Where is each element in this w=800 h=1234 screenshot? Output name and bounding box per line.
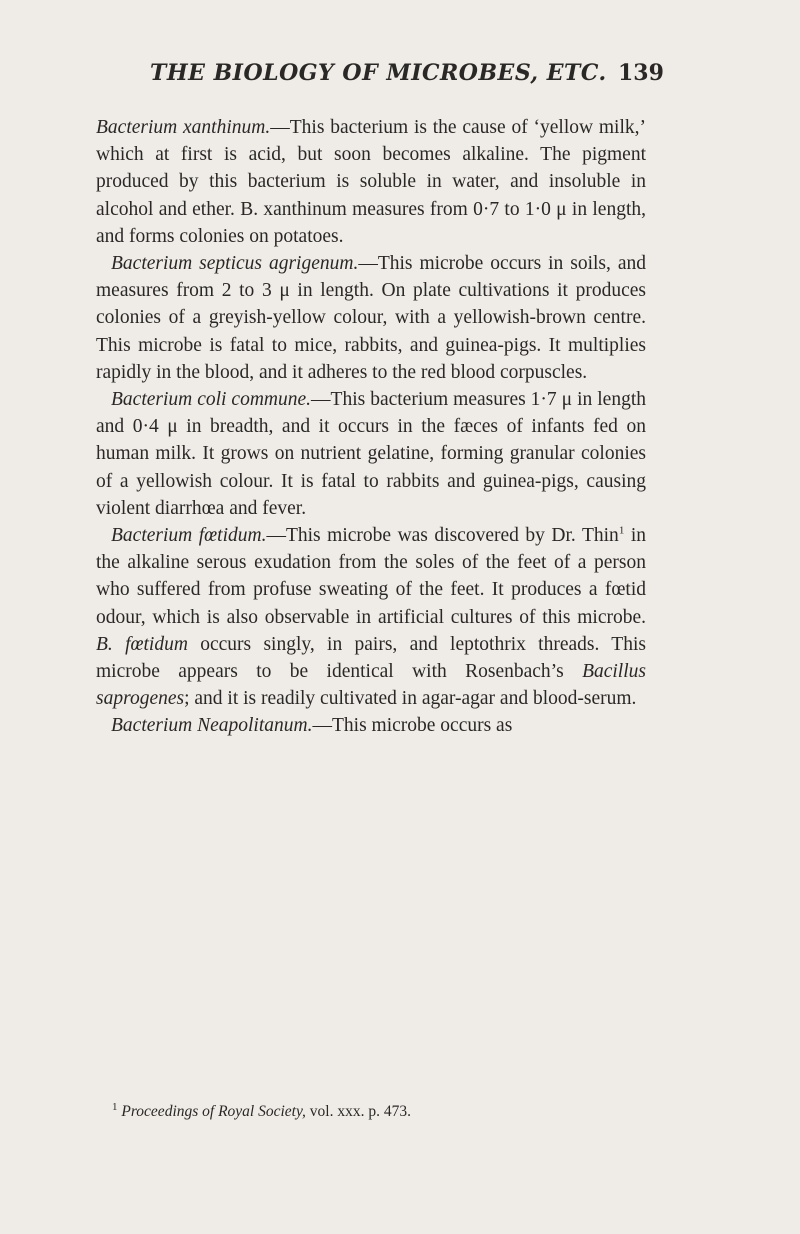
paragraph-text: occurs singly, in pairs, and leptothrix threads. This microbe appears to be identical with Rosenbach’s xyxy=(96,633,646,683)
paragraph-foetidum xyxy=(96,522,646,712)
page-number: 139 xyxy=(618,60,664,86)
species-name: Bacterium xanthinum. xyxy=(96,117,271,138)
paragraph-text: —This microbe occurs in soils, and measures from 2 to 3 μ in length. On plate cultivations it produces colonies of a greyish-yellow colour, with a yellowish-brown centre. This microbe is fatal to mice, rabbits, and guinea-pigs. It multiplies rapidly in the blood, and it adheres to the red blood corpuscles. xyxy=(96,253,646,383)
species-name: B. fœtidum xyxy=(96,633,188,655)
species-name: Bacillus saprogenes xyxy=(96,661,646,710)
paragraph-xanthinum xyxy=(96,114,646,250)
paragraph-neapolitanum xyxy=(96,712,646,739)
species-name: Bacterium coli commune. xyxy=(111,389,312,411)
species-name: Bacterium fœtidum. xyxy=(111,525,267,547)
paragraph-text: —This microbe was discovered by Dr. Thin xyxy=(266,525,619,547)
paragraph-text: ; and it is readily cultivated in agar-agar and blood-serum. xyxy=(184,688,637,710)
paragraph-text: —This microbe occurs as xyxy=(312,715,513,737)
footnote-number: 1 xyxy=(112,1100,118,1113)
footnote xyxy=(112,1102,652,1122)
paragraph-text: —This bacterium is the cause of ‘yellow milk,’ which at first is acid, but soon becomes alkaline. The pigment produced by this bacterium is soluble in water, and insoluble in alcohol and ether. B. xanthinum measures from 0·7 to 1·0 μ in length, and forms colonies on potatoes. xyxy=(96,117,646,247)
paragraph-text: —This bacterium measures 1·7 μ in length and 0·4 μ in breadth, and it occurs in the fæces of infants fed on human milk. It grows on nutrient gelatine, forming granular colonies of a yellowish colour. It is fatal to rabbits and guinea-pigs, causing violent diarrhœa and fever. xyxy=(96,389,646,519)
footnote-reference: vol. xxx. p. 473. xyxy=(305,1103,411,1120)
footnote-source: Proceedings of Royal Society, xyxy=(121,1103,306,1120)
paragraph-coli xyxy=(96,386,646,522)
species-name: Bacterium Neapolitanum. xyxy=(111,715,313,737)
paragraph-septicus xyxy=(96,250,646,386)
footnote-marker[interactable]: 1 xyxy=(618,524,625,537)
body-text xyxy=(96,114,646,740)
species-name: Bacterium septicus agrigenum. xyxy=(111,253,359,275)
paragraph-text: in the alkaline serous exudation from the soles of the feet of a person who suffered from profuse sweating of the feet. It produces a fœtid odour, which is also observable in artificial cultures of this microbe. xyxy=(96,525,647,628)
running-header: THE BIOLOGY OF MICROBES, ETC. xyxy=(150,60,607,86)
